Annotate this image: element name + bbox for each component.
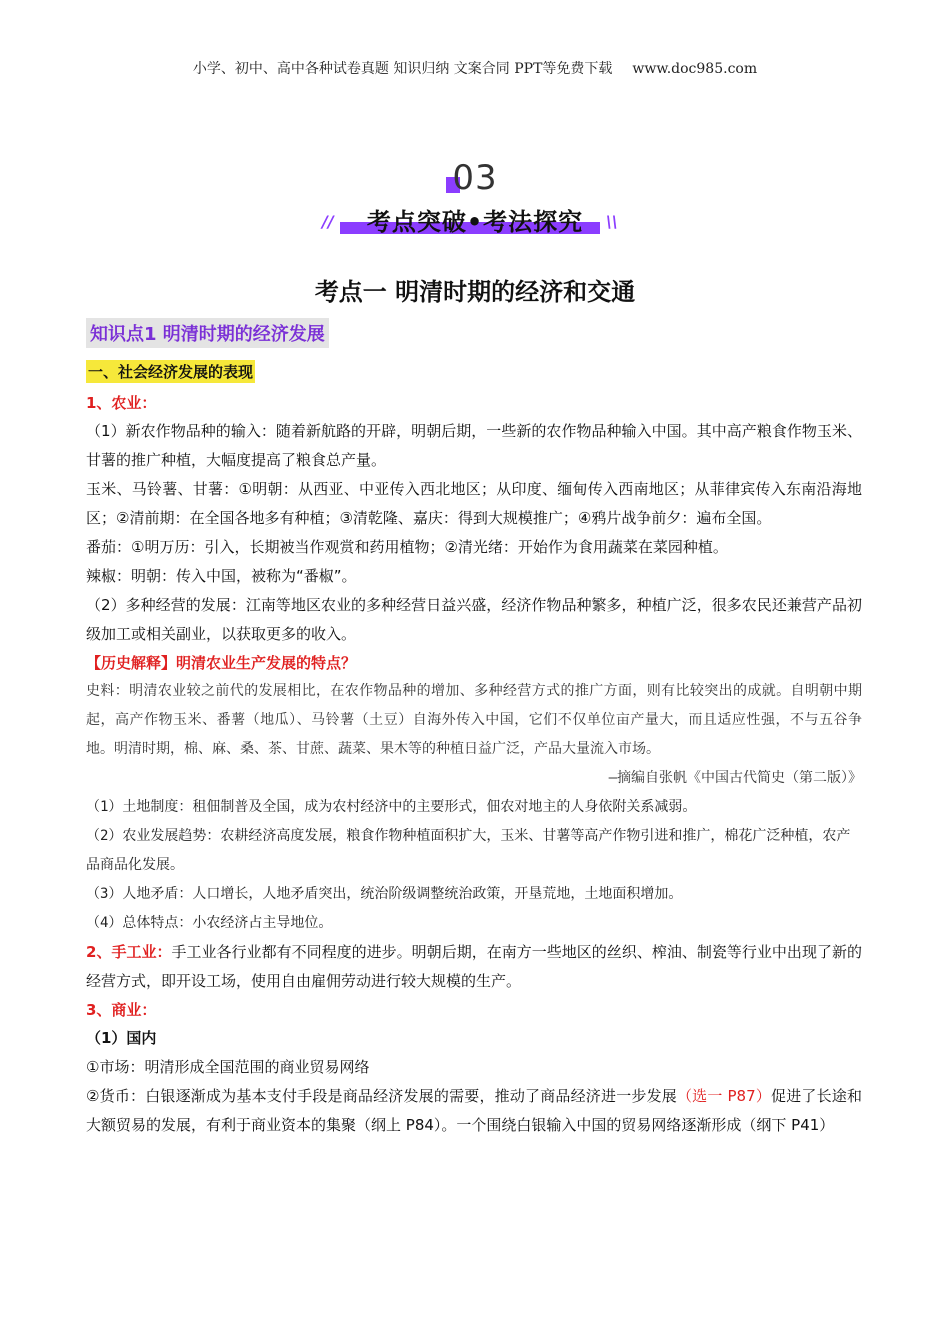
currency-reference: （选一 P87）	[676, 1087, 772, 1105]
header-site[interactable]: www.doc985.com	[632, 61, 758, 77]
analysis-item-4: （4）总体特点：小农经济占主导地位。	[86, 915, 333, 931]
commerce-market: ①市场：明清形成全国范围的商业贸易网络	[86, 1058, 370, 1076]
analysis-item-3: （3）人地矛盾：人口增长，人地矛盾突出，统治阶级调整统治政策，开垦荒地，土地面积增加。	[86, 886, 683, 902]
banner-right-slash-icon: \\	[606, 212, 618, 231]
history-explain-title: 【历史解释】明清农业生产发展的特点？	[86, 654, 357, 672]
currency-text-continued: 促进了长途和大额贸易的发展，有利于商业资本的集聚（纲上 P84）。一个围绕白银输入中国的贸易网络逐渐形成（纲下 P41）	[86, 1087, 862, 1134]
analysis-item-2: （2）农业发展趋势：农耕经济高度发展，粮食作物种植面积扩大，玉米、甘薯等高产作物引进和推广，棉花广泛种植，农产品商品化发展。	[86, 828, 851, 873]
main-content	[86, 318, 862, 1140]
knowledge-point-title: 知识点1 明清时期的经济发展	[86, 318, 329, 348]
history-citation: —摘编自张帆《中国古代简史（第二版）》	[608, 770, 862, 786]
section-number: 03	[452, 158, 498, 198]
handicraft-paragraph	[86, 938, 862, 996]
section-banner	[0, 200, 950, 240]
analysis-item-1: （1）土地制度：租佃制普及全国，成为农村经济中的主要形式，佃农对地主的人身依附关系减弱。	[86, 799, 697, 815]
banner-left-slash-icon: //	[322, 212, 334, 231]
agriculture-paragraph-5: （2）多种经营的发展：江南等地区农业的多种经营日益兴盛，经济作物品种繁多，种植广泛，很多农民还兼营产品初级加工或相关副业，以获取更多的收入。	[86, 596, 862, 643]
agriculture-heading: 1、农业：	[86, 394, 157, 412]
history-source-text: 史料：明清农业较之前代的发展相比，在农作物品种的增加、多种经营方式的推广方面，则有比较突出的成就。自明朝中期起，高产作物玉米、番薯（地瓜）、马铃薯（土豆）自海外传入中国，它们不仅单位亩产量大，而且适应性强，不与五谷争地。明清时期，棉、麻、桑、茶、甘蔗、蔬菜、果木等的种植日益广泛，产品大量流入市场。	[86, 683, 862, 757]
page-header	[0, 58, 950, 78]
subsection-heading: 一、社会经济发展的表现	[86, 360, 255, 383]
agriculture-paragraph-4: 辣椒：明朝：传入中国，被称为“番椒”。	[86, 567, 357, 585]
agriculture-paragraph-1: （1）新农作物品种的输入：随着新航路的开辟，明朝后期，一些新的农作物品种输入中国。其中高产粮食作物玉米、甘薯的推广种植，大幅度提高了粮食总产量。	[86, 422, 862, 469]
commerce-currency	[86, 1082, 862, 1140]
banner-title: 考点突破•考法探究	[366, 208, 584, 236]
handicraft-heading: 2、手工业：	[86, 943, 172, 961]
kaodian-title: 考点一 明清时期的经济和交通	[314, 278, 636, 306]
agriculture-paragraph-3: 番茄：①明万历：引入，长期被当作观赏和药用植物；②清光绪：开始作为食用蔬菜在菜园种植。	[86, 538, 728, 556]
header-text: 小学、初中、高中各种试卷真题 知识归纳 文案合同 PPT等免费下载	[192, 61, 613, 77]
agriculture-paragraph-2: 玉米、马铃薯、甘薯：①明朝：从西亚、中亚传入西北地区；从印度、缅甸传入西南地区；从菲律宾传入东南沿海地区；②清前期：在全国各地多有种植；③清乾隆、嘉庆：得到大规模推广；④鸦片战争前夕：遍布全国。	[86, 480, 862, 527]
commerce-subheading: （1）国内	[86, 1029, 157, 1047]
handicraft-text: 手工业各行业都有不同程度的进步。明朝后期，在南方一些地区的丝织、榨油、制瓷等行业中出现了新的经营方式，即开设工场，使用自由雇佣劳动进行较大规模的生产。	[86, 943, 862, 990]
commerce-heading: 3、商业：	[86, 1001, 157, 1019]
currency-text: ②货币：白银逐渐成为基本支付手段是商品经济发展的需要，推动了商品经济进一步发展	[86, 1087, 677, 1105]
